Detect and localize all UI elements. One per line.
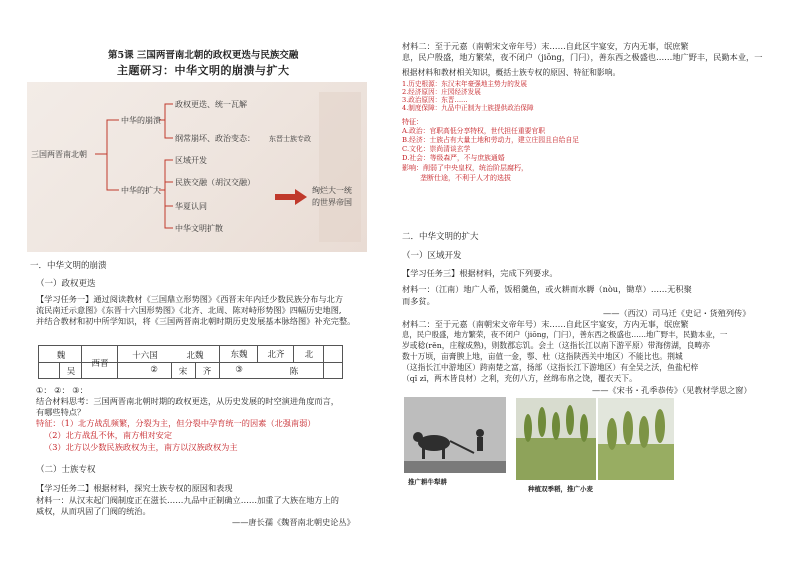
material-source: ——（西汉）司马迁《史记・货殖列传》 — [603, 308, 751, 318]
cause-line: 2.经济原因：庄园经济发展 — [402, 88, 481, 96]
material-text: 材料一：（江南）地广人希，饭稻羹鱼，或火耕而水耨（nòu，锄草）……无积聚 — [402, 284, 692, 294]
cell-song: 宋 — [178, 367, 188, 377]
cell-dongwei: 东魏 — [230, 350, 248, 360]
mindmap-root: 三国两晋南北朝 — [31, 150, 87, 159]
material-text: 材料一：从汉末起门阀制度正在滋长……九品中正制确立……加重了大族在地方上的 — [36, 495, 339, 505]
material-text: 岁或稔(rěn，庄稼成熟)，则数郡忘饥。会土（这指长江以南下游平原）带海傍湖，良畴亦 — [402, 341, 710, 350]
mindmap-item: 纲常崩坏、政治变态： — [175, 134, 255, 143]
mindmap-result: 绚烂大一统 — [312, 186, 352, 195]
mindmap-branch-collapse: 中华的崩溃 — [121, 116, 161, 125]
subsection-heading: （一）政权更迭 — [36, 279, 96, 289]
ox-plough-image — [404, 397, 506, 473]
mindmap-item: 华夏认同 — [175, 202, 207, 211]
feature-line: B.经济：士族占有大量土地和劳动力，建立庄园且自给自足 — [402, 136, 580, 144]
cell-2: ② — [150, 365, 158, 375]
cause-line: 3.政治原因：东晋…… — [402, 96, 468, 104]
task-text: 流民南迁示意图》《东晋十六国形势图》《北齐、北周、陈对峙形势图》四幅历史地图, — [36, 305, 342, 315]
material-text: 而多贫。 — [402, 296, 435, 306]
question-text: 根据材料和教材相关知识，概括士族专权的原因、特征和影响。 — [402, 68, 621, 77]
task-text: 【学习任务三】根据材料，完成下列要求。 — [402, 268, 558, 278]
mindmap-branch-expand: 中华的扩大 — [121, 186, 161, 195]
material-text: 材料二：至于元嘉（南朝宋文帝年号）末……自此区宇宴安，方内无事，氓庶繁 — [402, 319, 689, 329]
mindmap-item: 区域开发 — [175, 156, 207, 165]
cell-qi: 齐 — [202, 367, 212, 377]
subsection-heading: （二）士族专权 — [36, 465, 96, 475]
mindmap-item: 政权更迭、统一瓦解 — [175, 100, 247, 109]
material-text: 数十万顷，亩膏腴上地，亩值一金，鄠、杜（这指陕西关中地区）不能比也。荆城 — [402, 352, 683, 361]
cell-beiqi: 北齐 — [267, 350, 285, 360]
ox-plough-icon — [404, 397, 506, 473]
mindmap-result: 的世界帝国 — [312, 198, 352, 207]
features-title: 特征： — [402, 118, 423, 126]
wheat-image — [516, 398, 596, 480]
lesson-title: 第5课 三国两晋南北朝的政权更迭与民族交融 — [108, 50, 299, 61]
cell-chen: 陈 — [289, 367, 299, 377]
image-caption: 种植双季稻，推广小麦 — [528, 485, 593, 493]
material-text: 材料二：至于元嘉（南朝宋文帝年号）末……自此区宇宴安，方内无事，氓庶繁 — [402, 41, 689, 51]
image-caption: 推广耕牛犁耕 — [408, 478, 447, 486]
wheat-icon — [516, 398, 596, 480]
material-source: ——《宋书・孔季恭传》（见教材学思之窗） — [592, 385, 752, 395]
answer-line: 特征：（1）北方战乱频繁，分裂为主，但分裂中孕育统一的因素（北强南弱） — [36, 418, 316, 428]
material-source: ——唐长孺《魏晋南北朝史论丛》 — [232, 517, 355, 527]
cell-beiwei: 北魏 — [186, 351, 204, 361]
rice-icon — [598, 398, 674, 480]
timeline-table — [38, 345, 343, 379]
cell-beizhou: 北 — [304, 350, 314, 360]
feature-line: A.政治：官职高低分享特权，世代担任重要官职 — [402, 127, 546, 135]
reflect-question: 有哪些特点？ — [36, 407, 86, 417]
mindmap — [27, 82, 367, 252]
topic-title: 主题研习：中华文明的崩溃与扩大 — [117, 64, 290, 77]
task-text: 并结合教材和初中所学知识，将《三国两晋南北朝时期历史发展基本脉络图》补充完整。 — [36, 316, 356, 326]
cell-wei: 魏 — [56, 351, 66, 361]
blank-answers: ①： ②： ③： — [36, 385, 88, 395]
cell-xijin: 西晋 — [91, 359, 109, 369]
material-text: （qǐ zǐ，两木皆良材）之利，充仞八方，丝绵布帛之饶，覆衣天下。 — [402, 374, 637, 383]
feature-line: C.文化：崇尚清谈玄学 — [402, 145, 471, 153]
material-text: 息，民户殷盛，地方繁荣，夜不闭户（jiōng，门闩），善东西之极盛也……地广野丰，民勤本业，一 — [402, 330, 728, 339]
cause-line: 1.历史根源：东汉末年豪强地主势力的发展 — [402, 80, 527, 88]
section-heading: 二．中华文明的扩大 — [402, 232, 479, 242]
task-text: 【学习任务二】根据材料，探究士族专权的原因和表现 — [36, 483, 233, 493]
material-text: 威权，从而巩固了门阀的统治。 — [36, 506, 151, 516]
answer-line: （3）北方以少数民族政权为主，南方以汉族政权为主 — [44, 442, 238, 452]
mindmap-note: 东晋士族专政 — [269, 135, 311, 143]
answer-line: （2）北方战乱不休，南方相对安定 — [44, 430, 173, 440]
task-text: 【学习任务一】通过阅读教材《三国鼎立形势图》《西晋末年内迁少数民族分布与北方 — [36, 294, 344, 304]
rice-image — [598, 398, 674, 480]
reflect-question: 结合材料思考：三国两晋南北朝时期的政权更迭，从历史发展的时空演进角度而言， — [36, 396, 339, 406]
cell-wu: 吴 — [66, 367, 76, 377]
mindmap-item: 中华文明扩散 — [175, 224, 223, 233]
material-text: （这指长江中游地区）跨南楚之富，扬部（这指长江下游地区）有全吴之沃，鱼盐杞梓 — [402, 363, 699, 372]
subsection-heading: （一）区域开发 — [402, 251, 462, 261]
section-heading: 一．中华文明的崩溃 — [30, 261, 107, 271]
impact-line: 垄断仕途，不利于人才的选拔 — [420, 174, 511, 182]
material-text: 息，民户殷盛，地方繁荣，夜不闭户（jiōng，门闩），善东西之极盛也……地广野丰，民勤本业，一 — [402, 52, 763, 62]
cause-line: 4.制度保障：九品中正制为士族提供政治保障 — [402, 104, 534, 112]
mindmap-item: 民族交融（胡汉交融） — [175, 178, 255, 187]
cell-3: ③ — [235, 365, 243, 375]
impact-line: 影响：削弱了中央皇权，统治阶层腐朽， — [402, 164, 528, 172]
feature-line: D.社会：等级森严，不与庶族通婚 — [402, 154, 505, 162]
cell-shiliuguo: 十六国 — [132, 351, 158, 361]
